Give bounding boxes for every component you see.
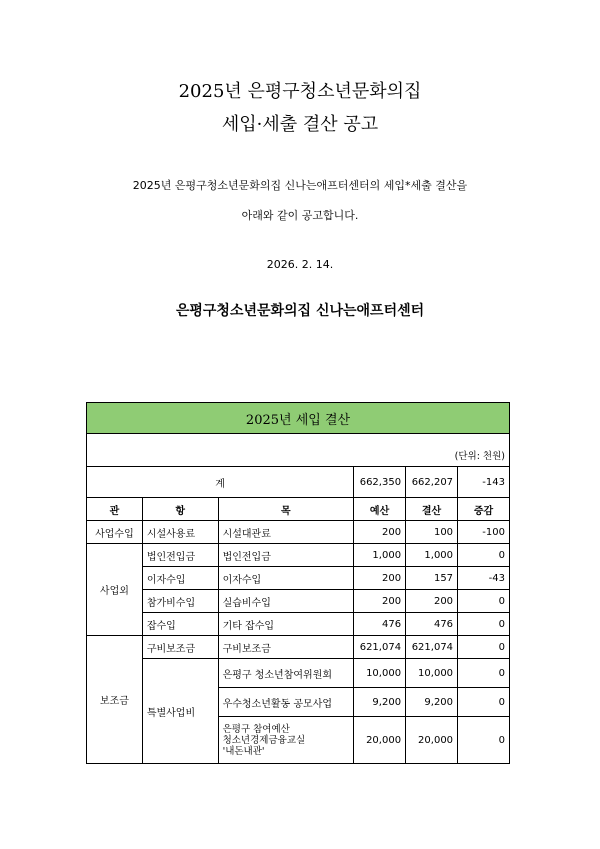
budget-cell: 200 — [354, 567, 406, 590]
diff-cell: 0 — [458, 590, 510, 613]
diff-cell: 0 — [458, 659, 510, 688]
hang-cell: 잡수입 — [142, 613, 218, 636]
budget-cell: 20,000 — [354, 717, 406, 764]
mok-cell: 기타 잡수입 — [218, 613, 354, 636]
table-row — [87, 544, 510, 567]
mok-line: '내돈내관' — [222, 745, 265, 757]
mok-cell-multiline — [218, 717, 354, 764]
header-row — [87, 498, 510, 521]
settlement-cell: 1,000 — [406, 544, 458, 567]
mok-cell: 우수청소년활동 공모사업 — [218, 688, 354, 717]
budget-cell: 1,000 — [354, 544, 406, 567]
header-cell: 증감 — [458, 498, 510, 521]
budget-cell: 476 — [354, 613, 406, 636]
organization-name: 은평구청소년문화의집 신나는애프터센터 — [175, 303, 425, 319]
diff-cell: -43 — [458, 567, 510, 590]
mok-cell: 이자수입 — [218, 567, 354, 590]
diff-cell: 0 — [458, 613, 510, 636]
table-row — [87, 567, 510, 590]
settlement-cell: 9,200 — [406, 688, 458, 717]
table-row — [87, 659, 510, 688]
budget-cell: 10,000 — [354, 659, 406, 688]
diff-cell: 0 — [458, 717, 510, 764]
notice-text-line2: 아래와 같이 공고합니다. — [241, 209, 359, 222]
table-row — [87, 613, 510, 636]
budget-cell: 200 — [354, 521, 406, 544]
mok-cell: 은평구 청소년참여위원회 — [218, 659, 354, 688]
table-caption: 2025년 세입 결산 — [87, 403, 510, 434]
total-diff: -143 — [458, 467, 510, 498]
settlement-cell: 10,000 — [406, 659, 458, 688]
diff-cell: 0 — [458, 688, 510, 717]
hang-cell: 구비보조금 — [142, 636, 218, 659]
diff-cell: -100 — [458, 521, 510, 544]
revenue-settlement-table — [86, 402, 510, 764]
diff-cell: 0 — [458, 636, 510, 659]
mok-cell: 법인전입금 — [218, 544, 354, 567]
settlement-cell: 476 — [406, 613, 458, 636]
header-cell: 결산 — [406, 498, 458, 521]
hang-cell: 특별사업비 — [142, 659, 218, 764]
document-title-line1: 2025년 은평구청소년문화의집 — [178, 81, 422, 102]
group-cell: 사업외 — [87, 544, 143, 636]
settlement-cell: 157 — [406, 567, 458, 590]
mok-cell: 구비보조금 — [218, 636, 354, 659]
total-settlement: 662,207 — [406, 467, 458, 498]
settlement-cell: 621,074 — [406, 636, 458, 659]
budget-cell: 621,074 — [354, 636, 406, 659]
settlement-cell: 100 — [406, 521, 458, 544]
table-row — [87, 521, 510, 544]
diff-cell: 0 — [458, 544, 510, 567]
table-row — [87, 590, 510, 613]
table-row — [87, 636, 510, 659]
hang-cell: 법인전입금 — [142, 544, 218, 567]
budget-cell: 200 — [354, 590, 406, 613]
mok-cell: 실습비수입 — [218, 590, 354, 613]
hang-cell: 시설사용료 — [142, 521, 218, 544]
document-title-line2: 세입·세출 결산 공고 — [221, 114, 379, 135]
group-cell: 사업수입 — [87, 521, 143, 544]
hang-cell: 참가비수입 — [142, 590, 218, 613]
budget-cell: 9,200 — [354, 688, 406, 717]
header-cell: 항 — [142, 498, 218, 521]
mok-line: 청소년경제금융교실 — [222, 734, 306, 746]
hang-cell: 이자수입 — [142, 567, 218, 590]
unit-label: (단위: 천원) — [87, 434, 510, 467]
header-cell: 예산 — [354, 498, 406, 521]
group-cell: 보조금 — [87, 636, 143, 764]
header-cell: 관 — [87, 498, 143, 521]
settlement-cell: 20,000 — [406, 717, 458, 764]
settlement-cell: 200 — [406, 590, 458, 613]
mok-line: 은평구 참여예산 — [222, 723, 290, 735]
total-budget: 662,350 — [354, 467, 406, 498]
header-cell: 목 — [218, 498, 354, 521]
total-label: 계 — [87, 467, 354, 498]
notice-text-line1: 2025년 은평구청소년문화의집 신나는애프터센터의 세입*세출 결산을 — [132, 179, 468, 192]
notice-date: 2026. 2. 14. — [266, 258, 334, 271]
mok-cell: 시설대관료 — [218, 521, 354, 544]
